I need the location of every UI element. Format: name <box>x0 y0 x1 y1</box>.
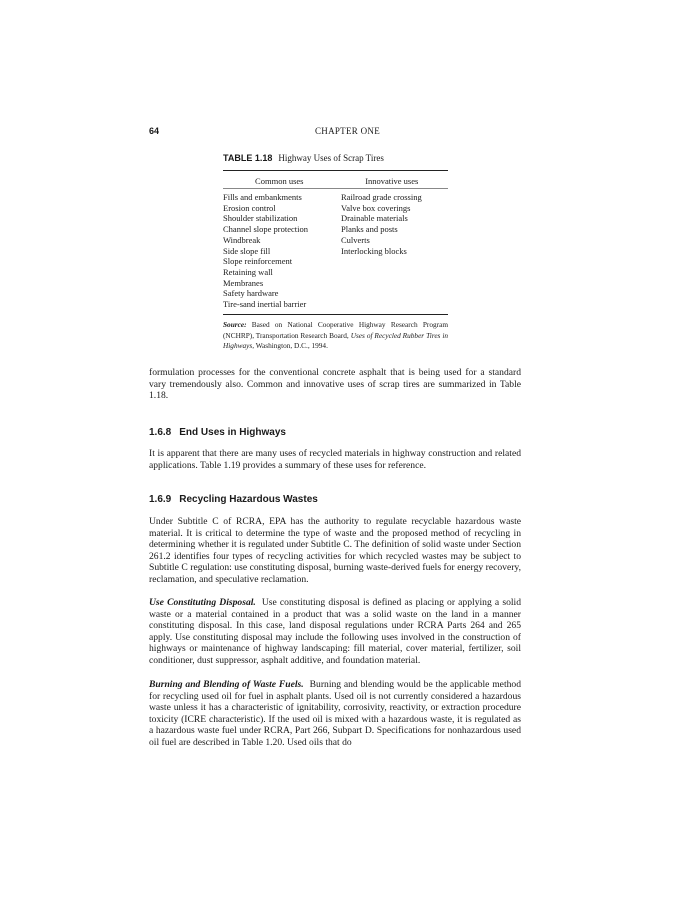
paragraph-text: Burning and blending would be the applicable method for recycling used oil for fuel in asphalt plants. Used oil is not currently considered a hazardous waste unless it has a characteristic of ignitability, corrosivity, reactivity, or extraction procedure toxicity (ICRE characteristic). If the used oil is mixed with a hazardous waste, it is regulated as a hazardous waste fuel under RCRA, Part 266, Subpart D. Specifications for nonhazardous used oil fuel are described in Table 1.20. Used oils that do <box>149 679 521 748</box>
list-item: Safety hardware <box>223 288 279 299</box>
source-label: Source: <box>223 320 247 329</box>
section-1-6-9-paragraph: Under Subtitle C of RCRA, EPA has the authority to regulate recyclable hazardous waste material. It is critical to determine the type of waste and the proposed method of recycling in determining whether it is regulated under Subtitle C. The definition of solid waste under Section 261.2 identifies four types of recycling activities for which recycled wastes may be subject to Subtitle C regulation: use constituting disposal, burning waste-derived fuels for energy recovery, reclamation, and speculative reclamation. <box>149 516 521 585</box>
table-top-rule <box>223 170 448 171</box>
chapter-title: CHAPTER ONE <box>314 126 381 136</box>
list-item: Planks and posts <box>341 224 398 235</box>
burning-blending-paragraph <box>149 679 521 749</box>
source-end: Washington, D.C., 1994. <box>255 341 328 350</box>
list-item: Shoulder stabilization <box>223 213 298 224</box>
table-caption <box>223 153 384 163</box>
section-heading-1-6-8 <box>149 427 286 438</box>
use-constituting-disposal-paragraph <box>149 597 521 667</box>
list-item: Membranes <box>223 277 264 288</box>
column-header-common: Common uses <box>255 176 304 186</box>
list-item: Side slope fill <box>223 245 271 256</box>
list-item: Drainable materials <box>341 213 408 224</box>
table-title: Highway Uses of Scrap Tires <box>278 153 384 163</box>
innovative-uses-list <box>341 192 422 256</box>
list-item: Valve box coverings <box>341 202 411 213</box>
source-title: Uses of Recycled Rubber Tires in Highways, <box>223 330 448 350</box>
table-header-rule <box>223 188 448 189</box>
table-header <box>223 176 448 186</box>
section-number: 1.6.9 <box>149 494 172 505</box>
list-item: Windbreak <box>223 234 261 245</box>
runin-heading: Use Constituting Disposal. <box>149 597 256 608</box>
list-item: Culverts <box>341 234 370 245</box>
list-item: Railroad grade crossing <box>341 192 422 202</box>
table-source-note <box>223 320 448 352</box>
common-uses-list <box>223 192 308 310</box>
section-number: 1.6.8 <box>149 427 172 438</box>
section-1-6-8-paragraph: It is apparent that there are many uses of recycled materials in highway construction and related applications. Table 1.19 provides a summary of these uses for reference. <box>149 448 521 471</box>
table-label: TABLE 1.18 <box>223 153 273 163</box>
section-heading-1-6-9 <box>149 494 318 505</box>
list-item: Interlocking blocks <box>341 245 407 256</box>
column-header-innovative: Innovative uses <box>365 176 419 186</box>
runin-heading: Burning and Blending of Waste Fuels. <box>149 679 304 690</box>
list-item: Erosion control <box>223 202 276 213</box>
list-item: Fills and embankments <box>223 192 302 202</box>
page-number: 64 <box>149 126 160 136</box>
intro-paragraph: formulation processes for the conventional concrete asphalt that is being used for a standard vary tremendously also. Common and innovative uses of scrap tires are summarized in Table 1.18. <box>149 367 521 402</box>
section-title: Recycling Hazardous Wastes <box>179 494 318 505</box>
list-item: Channel slope protection <box>223 224 308 235</box>
list-item: Retaining wall <box>223 266 273 277</box>
source-text: Based on National Cooperative Highway Research Program (NCHRP), Transportation Research Board, <box>223 320 448 340</box>
list-item: Tire-sand inertial barrier <box>223 299 307 310</box>
list-item: Slope reinforcement <box>223 256 293 267</box>
table-bottom-rule <box>223 314 448 315</box>
section-title: End Uses in Highways <box>179 427 286 438</box>
paragraph-text: Use constituting disposal is defined as placing or applying a solid waste or a material contained in a product that was a solid waste on the land in a manner constituting disposal. In this case, land disposal regulations under RCRA Parts 264 and 265 apply. Use constituting disposal may include the following uses involved in the construction of highways or maintenance of highway landscaping: fill material, cover material, fertilizer, soil conditioner, dust suppressor, asphalt additive, and foundation material. <box>149 597 521 666</box>
